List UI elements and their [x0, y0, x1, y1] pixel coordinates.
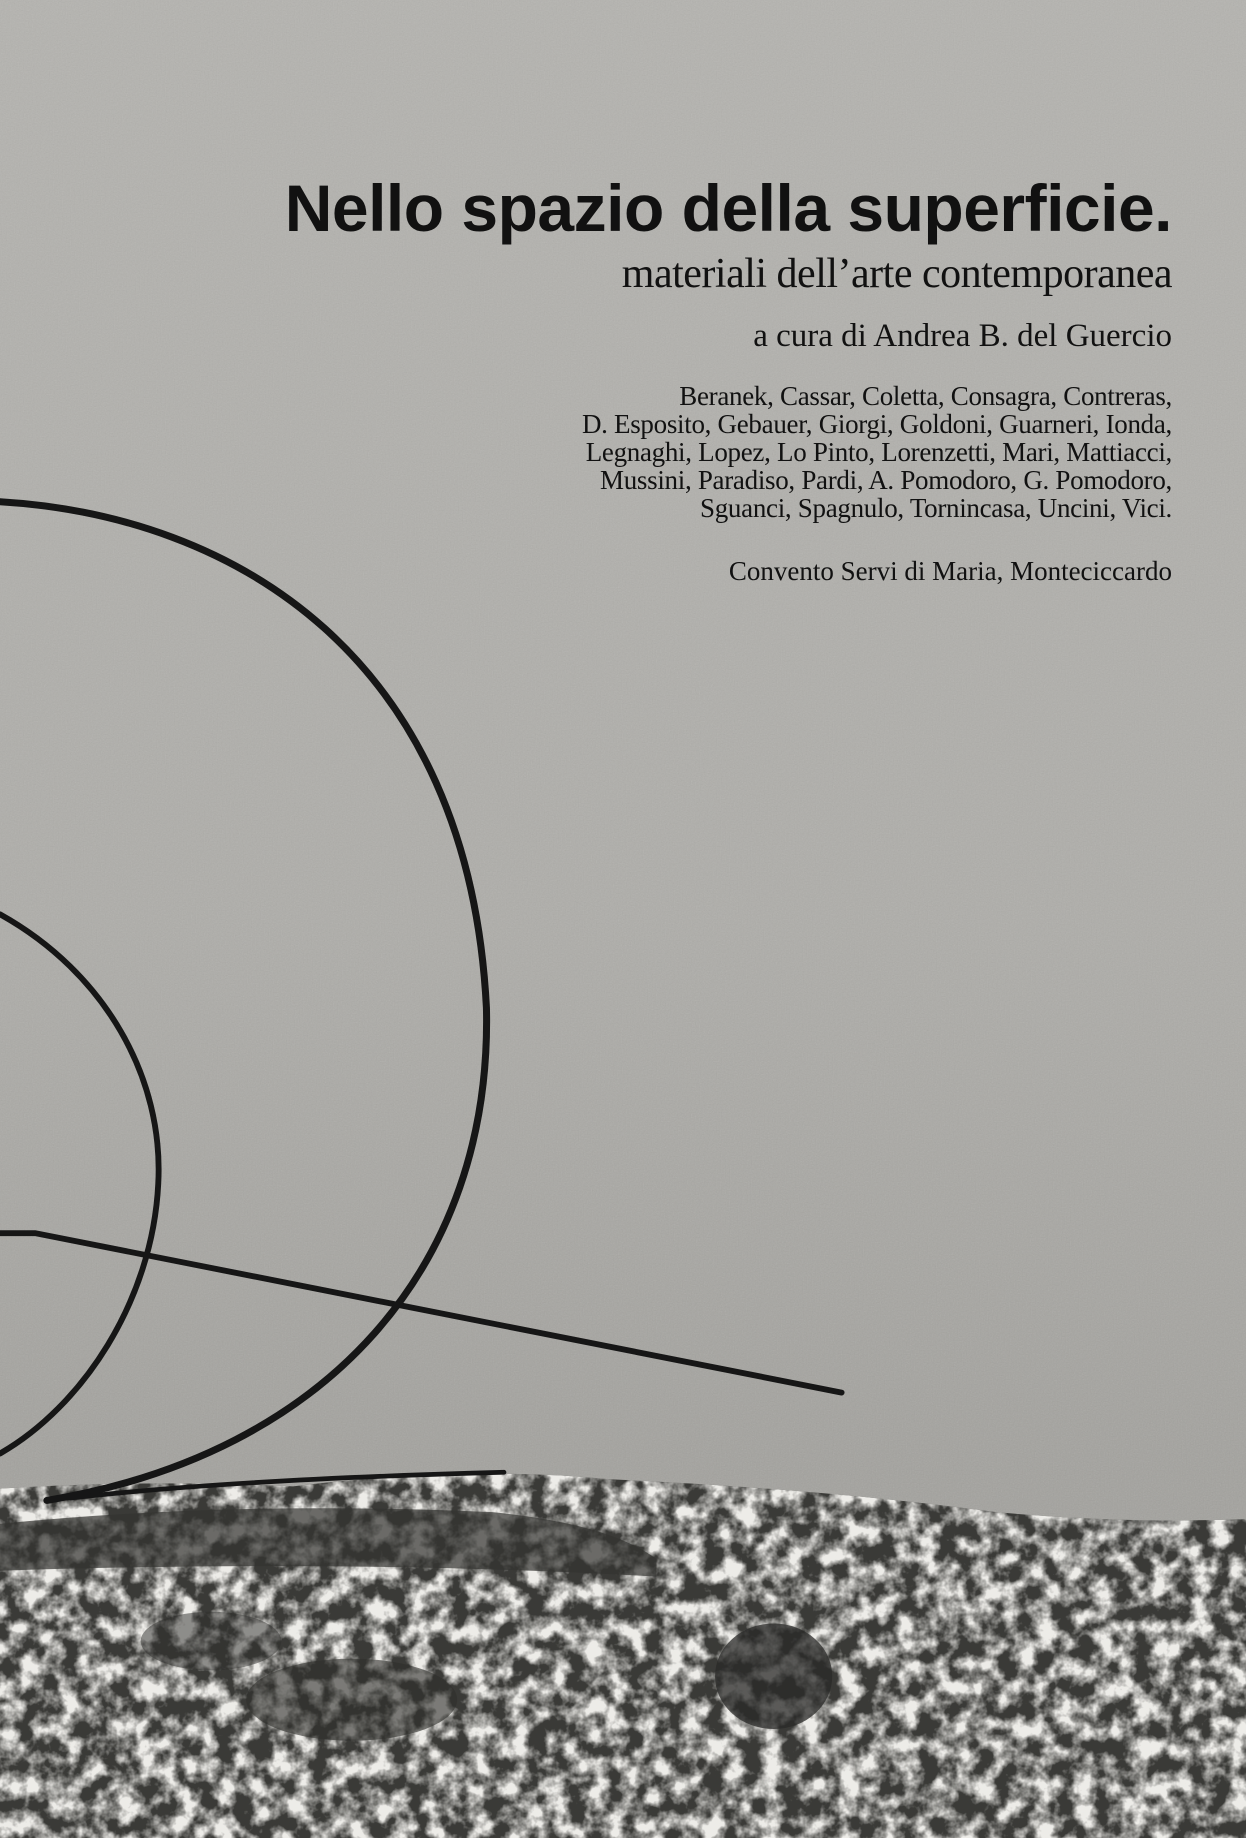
artists-list	[582, 382, 1172, 522]
artists-line: D. Esposito, Gebauer, Giorgi, Goldoni, Guarneri, Ionda,	[581, 409, 1172, 439]
venue: Convento Servi di Maria, Monteciccardo	[728, 556, 1172, 586]
artists-line: Mussini, Paradiso, Pardi, A. Pomodoro, G. Pomodoro,	[600, 465, 1172, 495]
artists-line: Sguanci, Spagnulo, Tornincasa, Uncini, Vici.	[700, 493, 1172, 523]
cover-subtitle: materiali dell’arte contemporanea	[621, 251, 1172, 297]
artists-line: Legnaghi, Lopez, Lo Pinto, Lorenzetti, Mari, Mattiacci,	[585, 437, 1172, 467]
artists-line: Beranek, Cassar, Coletta, Consagra, Contreras,	[679, 381, 1172, 411]
curator-credit: a cura di Andrea B. del Guercio	[753, 318, 1172, 354]
cover-title: Nello spazio della superficie.	[284, 171, 1172, 245]
